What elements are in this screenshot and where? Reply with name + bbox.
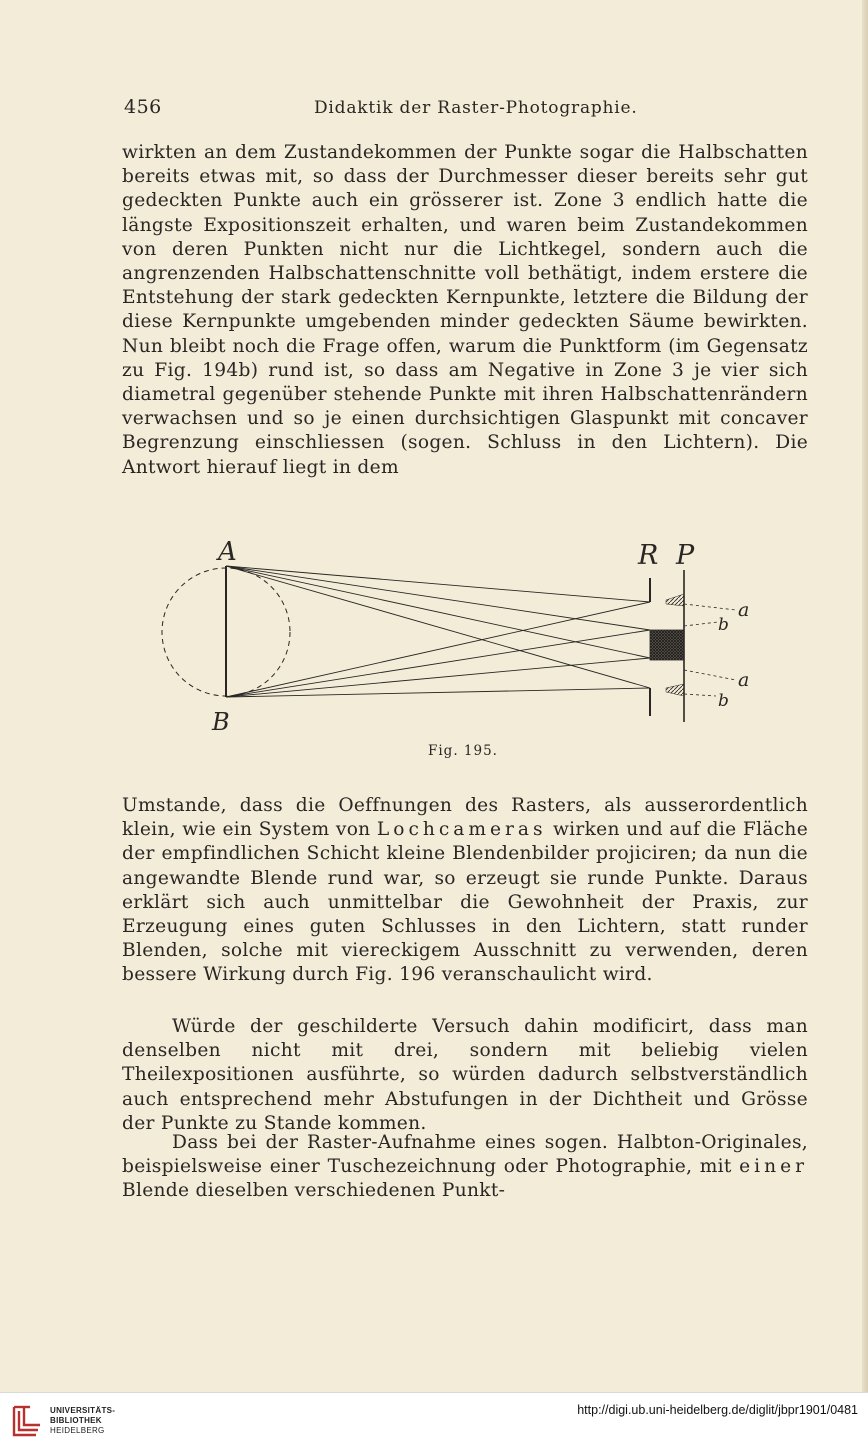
paragraph-2-start: Umstande, dass die Oeffnungen des Rasters, als ausserordentlich klein, wie ein System von [122,795,808,841]
library-logo-icon[interactable] [8,1401,44,1443]
paragraph-4-end: Blende dieselben verschiedenen Punkt- [122,1180,506,1202]
page-number: 456 [124,96,162,118]
penumbra-bottom [666,684,684,696]
figure-caption: Fig. 195. [428,743,498,759]
label-b-bottom: b [718,691,729,711]
spaced-word-einer: einer [739,1156,808,1178]
running-title: Didaktik der Raster-Photographie. [314,98,638,118]
paragraph-1: wirkten an dem Zustandekommen der Punkte sogar die Halbschatten bereits etwas mit, so dass der Durchmesser dieser bereits sehr gut gedeckten Punkte auch ein grösserer ist. Zone 3 endlich hatte die längste Expositionszeit erhalten, und waren beim Zustandekommen von deren Punkten nicht nur die Lichtkegel, sondern auch die angrenzenden Halbschattenschnitte voll bethätigt, indem erstere die Entstehung der stark gedeckten Kernpunkte, letztere die Bildung der diese Kernpunkte umgebenden minder gedeckten Säume bewirkten. Nun bleibt noch die Frage offen, warum die Punktform (im Gegensatz zu Fig. 194b) rund ist, so dass am Negative in Zone 3 je vier sich diametral gegenüber stehende Punkte mit ihren Halbschattenrändern verwachsen und so je einen durchsichtigen Glaspunkt mit concaver Begrenzung einschliessen (sogen. Schluss in den Lichtern). Die Antwort hierauf liegt in dem [122,142,808,478]
label-a-top: a [738,599,750,621]
paragraph-2-end: wirken und auf die Fläche der empfindlichen Schicht kleine Blendenbilder projiciren; da nun die angewandte Blende rund war, so erzeugt sie runde Punkte. Daraus erklärt sich auch unmittelbar die Gewohnheit der Praxis, zur Erzeugung eines guten Schlusses in den Lichtern, statt runder Blenden, solche mit viereckigem Ausschnitt zu verwenden, deren bessere Wirkung durch Fig. 196 veranschaulicht wird. [122,819,808,986]
label-b: B [212,708,230,736]
penumbra-top [666,594,684,606]
library-name-line-1: UNIVERSITÄTS- [50,1406,116,1415]
library-name [50,1406,115,1436]
label-a: A [218,537,237,567]
paragraph-2 [122,794,808,988]
library-name-line-3: HEIDELBERG [50,1426,105,1435]
page-header [124,96,808,122]
label-a-bottom: a [738,669,750,691]
permalink-url[interactable]: http://digi.ub.uni-heidelberg.de/diglit/jbpr1901/0481 [577,1403,858,1417]
library-name-line-2: BIBLIOTHEK [50,1416,102,1425]
digitization-footer [0,1392,868,1452]
paragraph-3: Würde der geschilderte Versuch dahin modificirt, dass man denselben nicht mit drei, sondern mit beliebig vielen Theilexpositionen ausführte, so würden dadurch selbstverständlich auch entsprechend mehr Abstufungen in der Dichtheit und Grösse der Punkte zu Stande kommen. [122,1016,808,1134]
core-shadow [650,630,684,660]
label-p: P [676,540,695,571]
label-r: R [638,540,659,571]
label-b-top: b [718,615,729,635]
page-edge [862,0,868,1392]
paragraph-4-start: Dass bei der Raster-Aufnahme eines sogen. Halbton-Originales, beispielsweise einer Tuschezeichnung oder Photographie, mit [122,1132,808,1178]
spaced-word-lochcameras: Lochcameras [376,819,547,841]
figure-195 [150,530,770,740]
optics-diagram [150,530,770,740]
rays-from-b [226,602,650,697]
paragraph-4 [122,1131,808,1204]
